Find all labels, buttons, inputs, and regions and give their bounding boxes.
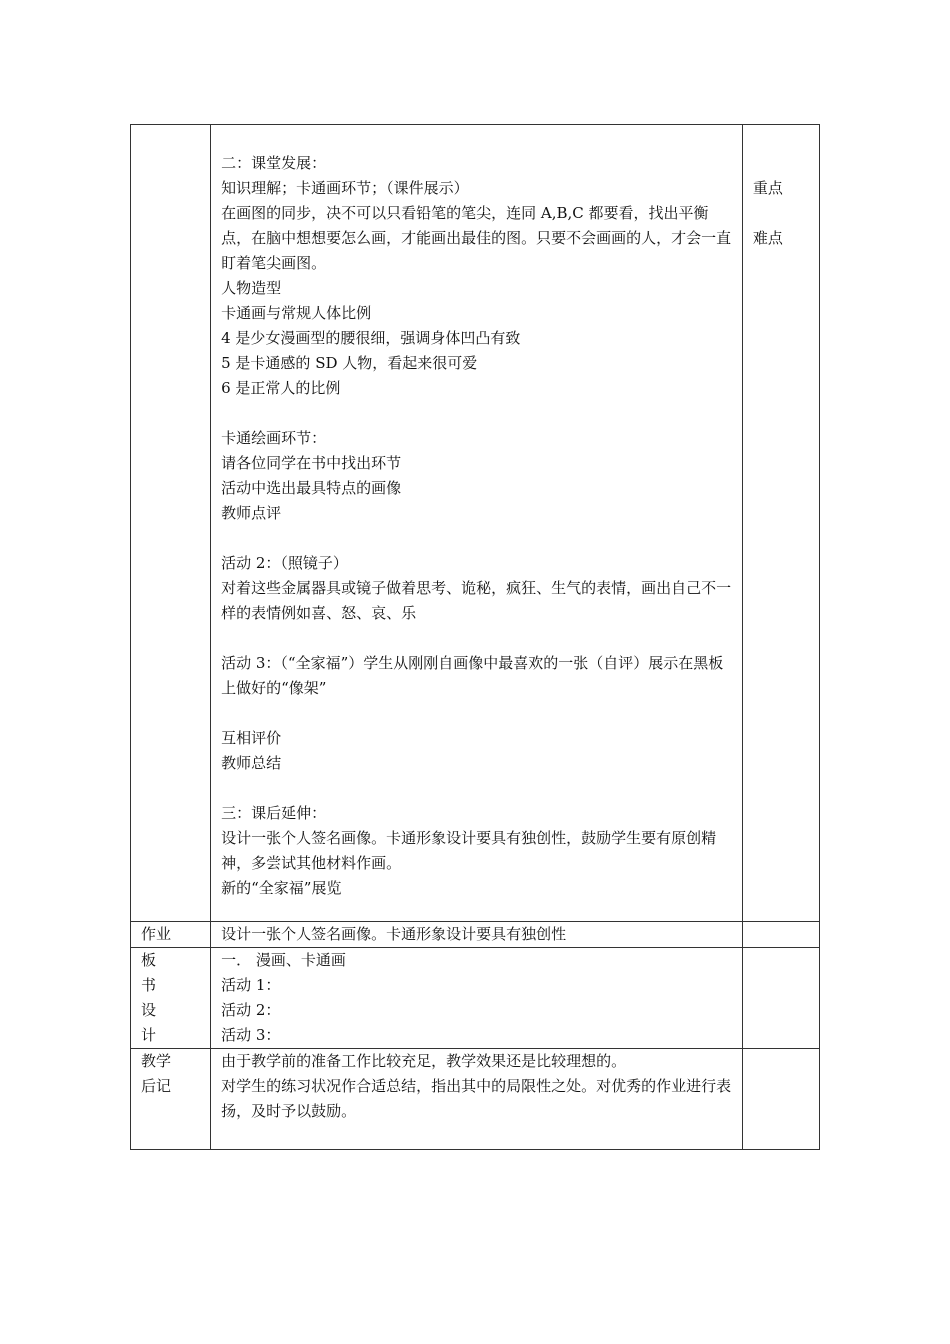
- main-row-content-cell: [211, 125, 743, 922]
- lesson-plan-table: [130, 124, 820, 1150]
- content-line: 5 是卡通感的 SD 人物，看起来很可爱: [221, 354, 478, 372]
- difficult-point-note: 难点: [752, 229, 783, 247]
- content-line: 活动中选出最具特点的画像: [221, 479, 402, 497]
- reflection-content-cell: [211, 1049, 743, 1150]
- reflection-note-cell: [742, 1049, 819, 1150]
- teaching-reflection-lines: [211, 1049, 742, 1124]
- content-line: 新的“全家福”展览: [221, 879, 342, 897]
- main-activity-row: [131, 125, 820, 922]
- label-char: 后记: [141, 1077, 172, 1095]
- board-line: 活动 1：: [221, 976, 281, 994]
- reflection-line: 由于教学前的准备工作比较充足，教学效果还是比较理想的。: [221, 1052, 627, 1070]
- homework-note-cell: [742, 922, 819, 948]
- board-design-lines: [211, 948, 742, 1048]
- content-line: 卡通画与常规人体比例: [221, 304, 372, 322]
- label-char: 教学: [141, 1052, 172, 1070]
- content-line: 知识理解；卡通画环节；（课件展示）: [221, 179, 469, 197]
- label-char: 书: [141, 976, 157, 994]
- main-row-note-cell: [742, 125, 819, 922]
- content-line: 卡通绘画环节：: [221, 429, 327, 447]
- content-line: [221, 626, 736, 651]
- board-content-cell: [211, 948, 743, 1049]
- board-note-cell: [742, 948, 819, 1049]
- content-line: 请各位同学在书中找出环节: [221, 454, 402, 472]
- main-row-label-cell: [131, 125, 211, 922]
- main-content-lines: [211, 125, 742, 901]
- board-label-cell: [131, 948, 211, 1049]
- content-line: 三：课后延伸：: [221, 804, 327, 822]
- content-line: 人物造型: [221, 279, 282, 297]
- content-line: [221, 776, 736, 801]
- content-line: [221, 401, 736, 426]
- content-line: [221, 701, 736, 726]
- homework-label-cell: [131, 922, 211, 948]
- content-line: 活动 3：（“全家福”）学生从刚刚自画像中最喜欢的一张（自评）展示在黑板上做好的“像架”: [221, 654, 724, 697]
- label-char: 板: [141, 951, 157, 969]
- board-line: 一． 漫画、卡通画: [221, 951, 346, 969]
- reflection-row: [131, 1049, 820, 1150]
- reflection-line: 对学生的练习状况作合适总结，指出其中的局限性之处。对优秀的作业进行表扬，及时予以鼓励。: [221, 1077, 732, 1120]
- content-line: 设计一张个人签名画像。卡通形象设计要具有独创性，鼓励学生要有原创精神，多尝试其他材料作画。: [221, 829, 717, 872]
- reflection-label-cell: [131, 1049, 211, 1150]
- key-point-note: 重点: [752, 179, 783, 197]
- content-line: 教师点评: [221, 504, 282, 522]
- board-design-label: [131, 948, 210, 1048]
- content-line: 6 是正常人的比例: [221, 379, 341, 397]
- homework-content-cell: [211, 922, 743, 948]
- teaching-reflection-label: [131, 1049, 210, 1099]
- content-line: 活动 2：（照镜子）: [221, 554, 348, 572]
- label-char: 设: [141, 1001, 157, 1019]
- content-line: 互相评价: [221, 729, 282, 747]
- content-line: 4 是少女漫画型的腰很细，强调身体凹凸有致: [221, 329, 521, 347]
- content-line: 对着这些金属器具或镜子做着思考、诡秘，疯狂、生气的表情，画出自己不一样的表情例如喜、怒、哀、乐: [221, 579, 732, 622]
- homework-content: 设计一张个人签名画像。卡通形象设计要具有独创性: [221, 925, 567, 943]
- homework-label: 作业: [141, 925, 172, 943]
- label-char: 计: [141, 1026, 157, 1044]
- board-line: 活动 3：: [221, 1026, 281, 1044]
- content-line: 二：课堂发展：: [221, 154, 327, 172]
- board-design-row: [131, 948, 820, 1049]
- content-line: 在画图的同步，决不可以只看铅笔的笔尖，连同 A,B,C 都要看，找出平衡点，在脑中想想要怎么画，才能画出最佳的图。只要不会画画的人，才会一直盯着笔尖画图。: [221, 204, 732, 272]
- homework-row: [131, 922, 820, 948]
- content-line: 教师总结: [221, 754, 282, 772]
- board-line: 活动 2：: [221, 1001, 281, 1019]
- content-line: [221, 526, 736, 551]
